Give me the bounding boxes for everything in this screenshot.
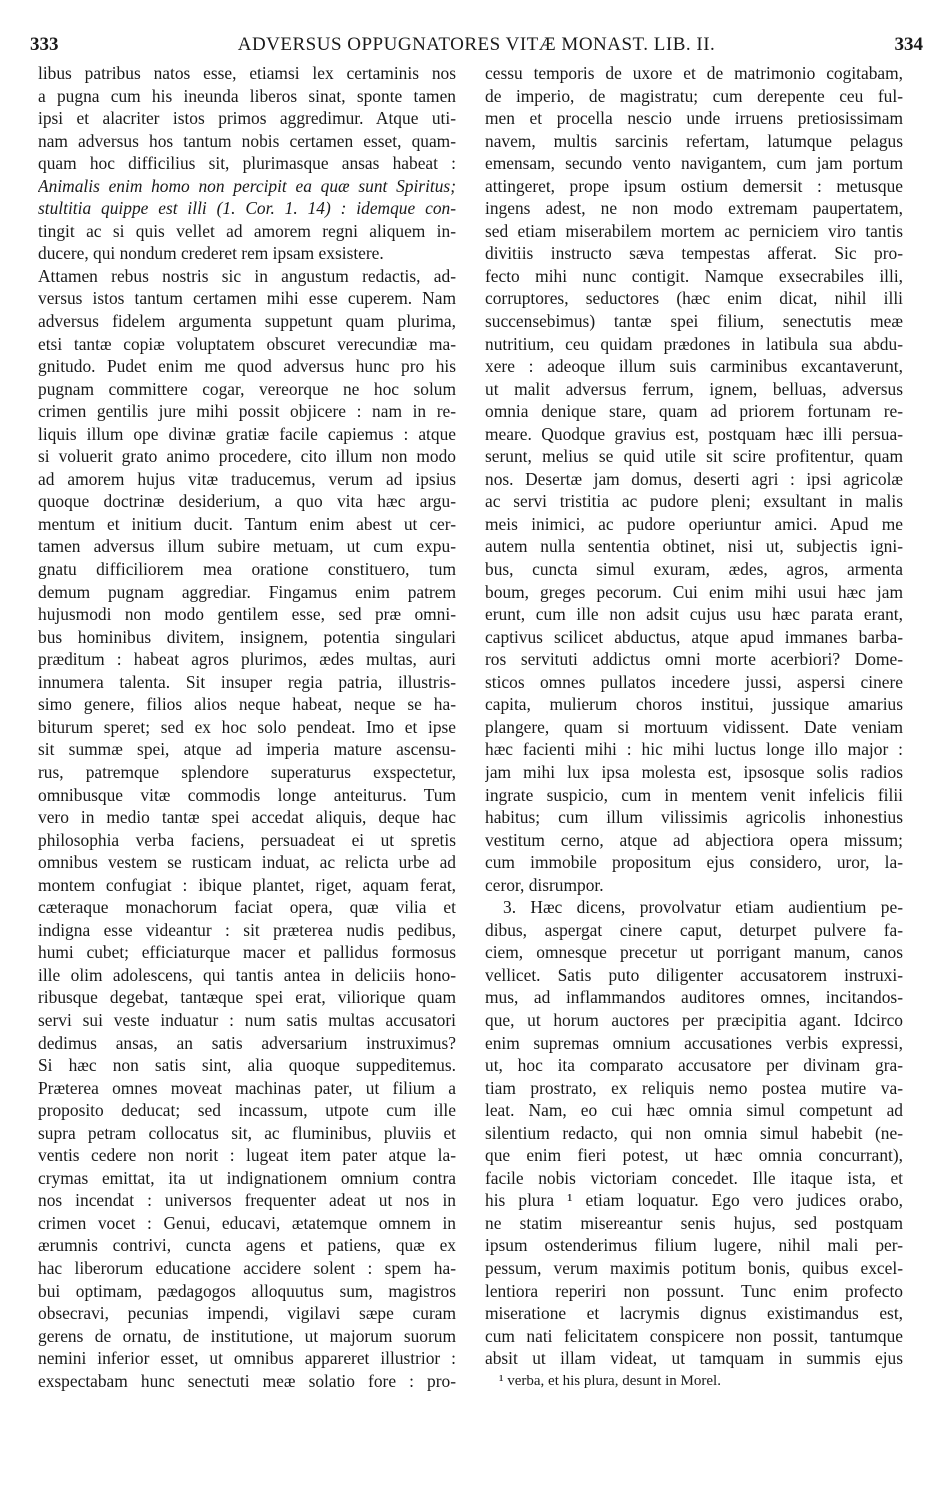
- text-line: simo genere, filios alios neque habeat, neque se ha-: [38, 694, 456, 715]
- text-line: attingeret, prope ipsum ostium demersit : metusque: [485, 175, 903, 196]
- text-line: præditum : habeat agros plurimos, ædes multas, auri: [38, 649, 456, 670]
- text-line: innumera talenta. Sit insuper regia patria, illustris-: [38, 671, 456, 692]
- text-line: gnitudo. Pudet enim me quod adversus hunc pro his: [38, 356, 456, 377]
- text-line: mus, ad inflammandos auditores omnes, incitandos-: [485, 987, 903, 1008]
- text-line: ut malit adversus ferrum, ignem, belluas, adversus: [485, 378, 903, 399]
- text-line: que, ut horum auctores per præcipitia agant. Idcirco: [485, 1009, 903, 1030]
- text-line: nos incendat : universos frequenter adeat ut nos in: [38, 1190, 456, 1211]
- text-line: tingit ac si quis vellet ad amorem regni aliquem in-: [38, 220, 456, 241]
- text-line: silentium redacto, qui non omnia simul habebit (ne-: [485, 1122, 903, 1143]
- text-line: ciem, omnesque precetur ut porrigant manum, canos: [485, 942, 903, 963]
- running-header: [30, 34, 923, 56]
- text-line: quam hoc difficilius sit, plurimasque ansas habeat :: [38, 153, 456, 174]
- text-line: rus, patremque splendore superaturus exspectetur,: [38, 761, 456, 782]
- text-line: his plura ¹ etiam loquatur. Ego vero judices orabo,: [485, 1190, 903, 1211]
- text-line: tiam prostrato, ex reliquis nemo postea mutire va-: [485, 1077, 903, 1098]
- text-line: ille olim adolescens, qui tantis antea in deliciis hono-: [38, 964, 456, 985]
- text-line: lentiora reperiri non possunt. Tunc enim profecto: [485, 1280, 903, 1301]
- text-line: boum, greges pecorum. Cui enim mihi usui hæc jam: [485, 581, 903, 602]
- text-line: stultitia quippe est illi (1. Cor. 1. 14) : idemque con-: [38, 198, 456, 219]
- text-line: omnibusque vitæ commodis longe anteiturus. Tum: [38, 784, 456, 805]
- text-line: etsi tantæ copiæ voluptatem obscuret verecundiæ ma-: [38, 333, 456, 354]
- text-line: proposito deducat; sed incassum, utpote cum ille: [38, 1100, 456, 1121]
- text-column-left: [38, 62, 456, 1392]
- text-line: miseratione et lacrymis dignus existimandus est,: [485, 1303, 903, 1324]
- text-line: 3. Hæc dicens, provolvatur etiam audientium pe-: [503, 897, 903, 918]
- text-line: Si hæc non satis sint, alia quoque suppeditemus.: [38, 1055, 456, 1076]
- text-line: bui optimam, pædagogos alloquutus sum, magistros: [38, 1280, 456, 1301]
- text-line: ingens adest, ne non modo extremam paupertatem,: [485, 198, 903, 219]
- text-line: succensebimus) tantæ spei filium, senectutis meæ: [485, 311, 903, 332]
- text-line: vellicet. Satis puto diligenter accusatorem instruxi-: [485, 964, 903, 985]
- text-line: pessum, verum maximis potitum bonis, quibus excel-: [485, 1257, 903, 1278]
- text-line: bus, cuncta simul exuram, ædes, agros, armenta: [485, 559, 903, 580]
- text-line: ærumnis contrivi, cuncta agens et patiens, quæ ex: [38, 1235, 456, 1256]
- text-line: si voluerit grato animo procedere, cito illum non modo: [38, 446, 456, 467]
- text-line: ducere, qui nondum crederet rem ipsam exsistere.: [38, 243, 384, 264]
- text-line: cum nati felicitatem conspicere non possit, tantumque: [485, 1325, 903, 1346]
- text-line: jam mihi lux ipsa molesta est, ipsosque solis radios: [485, 761, 903, 782]
- text-line: Animalis enim homo non percipit ea quæ sunt Spiritus;: [38, 175, 456, 196]
- text-line: omnibus vestem se rusticam induat, ac relicta urbe ad: [38, 852, 456, 873]
- text-line: dibus, aspergat cinere caput, deturpet pulvere fa-: [485, 919, 903, 940]
- text-line: cessu temporis de uxore et de matrimonio cogitabam,: [485, 63, 903, 83]
- page-number-right: 334: [894, 34, 923, 55]
- text-line: divitiis instructo sæva tempestas afferat. Sic pro-: [485, 243, 903, 264]
- text-line: autem nulla sententia obtinet, nisi ut, subjectis igni-: [485, 536, 903, 557]
- text-line: hac liberorum educatione accidere solent : spem ha-: [38, 1257, 456, 1278]
- text-line: de imperio, de magistratu; cum derepente ceu ful-: [485, 85, 903, 106]
- text-line: bus hominibus divitem, insignem, potentia singulari: [38, 626, 456, 647]
- text-line: montem confugiat : ibique plantet, riget, aquam ferat,: [38, 874, 456, 895]
- text-line: nutritium, ceu quidam prædones in latibula sua abdu-: [485, 333, 903, 354]
- text-line: enim supremas omnium accusationes verbis expressi,: [485, 1032, 903, 1053]
- text-line: emensam, secundo vento navigantem, cum jam portum: [485, 153, 903, 174]
- text-line: xere : adeoque illum suis carminibus excantaverunt,: [485, 356, 903, 377]
- text-line: gnatu difficiliorem mea oratione constituero, tum: [38, 559, 456, 580]
- text-line: obsecravi, pecunias impendi, vigilavi sæpe curam: [38, 1303, 456, 1324]
- text-line: ceror, disrumpor.: [485, 874, 604, 895]
- text-line: ipsi et alacriter istos primos aggredimur. Atque uti-: [38, 108, 456, 129]
- text-line: sed etiam miserabilem mortem ac perniciem viro tantis: [485, 220, 903, 241]
- text-line: navem, multis sarcinis refertam, latumque pelagus: [485, 130, 903, 151]
- text-line: meare. Quodque gravius est, postquam hæc illi persua-: [485, 423, 903, 444]
- text-line: ribusque degebat, tantæque spei erat, viliorique quam: [38, 987, 456, 1008]
- text-column-right: [485, 62, 903, 1392]
- text-line: humi cubet; efficiaturque macer et pallidus formosus: [38, 942, 456, 963]
- text-line: hujusmodi non modo gentilem esse, sed præ omni-: [38, 604, 456, 625]
- text-line: capita, mulierum choros institui, jussique amarius: [485, 694, 903, 715]
- text-line: Attamen rebus nostris sic in angustum redactis, ad-: [38, 265, 456, 286]
- text-line: nam adversus hos tantum nobis certamen esset, quam-: [38, 130, 456, 151]
- text-line: nemini inferior esset, ut omnibus appareret illustrior :: [38, 1348, 456, 1369]
- text-line: nos. Desertæ jam domus, deserti agri : ipsi agricolæ: [485, 468, 903, 489]
- text-line: indigna esse videantur : sit præterea nudis pedibus,: [38, 919, 456, 940]
- text-line: fecto mihi nunc contigit. Namque exsecrabiles illi,: [485, 265, 903, 286]
- text-line: a pugna cum his ineunda liberos sinat, sponte tamen: [38, 85, 456, 106]
- text-line: philosophia verba faciens, persuadeat ei ut spretis: [38, 829, 456, 850]
- text-line: ne statim misereantur senis hujus, sed postquam: [485, 1212, 903, 1233]
- text-line: pugnam committere cogar, vereorque ne hoc solum: [38, 378, 456, 399]
- text-line: ros servituti addictus omni morte acerbiori? Dome-: [485, 649, 903, 670]
- text-line: mentum et initium ducit. Tantum enim abest ut cer-: [38, 513, 456, 534]
- text-line: ingrate suspicio, cum in mentem venit infelicis filii: [485, 784, 903, 805]
- text-line: erunt, cum ille non adsit cujus usu hæc parata erant,: [485, 604, 903, 625]
- page-number-left: 333: [30, 34, 59, 55]
- text-line: meis inimici, ac pudore operiuntur amici. Apud me: [485, 513, 903, 534]
- text-line: cæteraque monachorum faciat opera, quæ vilia et: [38, 897, 456, 918]
- text-line: corruptores, seductores (hæc enim dicat, nihil illi: [485, 288, 903, 309]
- text-line: absit ut illam videat, ut tamquam in summis ejus: [485, 1348, 903, 1369]
- text-line: sit summæ spei, atque ad imperia mature ascensu-: [38, 739, 456, 760]
- text-line: vestitum cerno, atque ad abjectiora opera missum;: [485, 829, 903, 850]
- text-line: ut, hoc ita comparato accusatore per divinam gra-: [485, 1055, 903, 1076]
- footnote: ¹ verba, et his plura, desunt in Morel.: [499, 1372, 721, 1389]
- text-line: que enim fieri potest, ut hæc omnia concurrant),: [485, 1145, 903, 1166]
- text-line: ventis cedere non norit : lugeat item pater atque la-: [38, 1145, 456, 1166]
- text-line: sticos omnes pullatos incedere jussi, aspersi cinere: [485, 671, 903, 692]
- text-line: crimen vocet : Genui, educavi, ætatemque omnem in: [38, 1212, 456, 1233]
- text-line: cum immobile propositum ejus considero, uror, la-: [485, 852, 903, 873]
- text-line: demum pugnam aggrediar. Fingamus enim patrem: [38, 581, 456, 602]
- text-line: liquis illum ope divinæ gratiæ facile capiemus : atque: [38, 423, 456, 444]
- text-line: ipsum ostenderimus filium lugere, nihil mali per-: [485, 1235, 903, 1256]
- text-line: omnia denique stare, quam ad priorem fortunam re-: [485, 401, 903, 422]
- text-line: hæc facienti mihi : hic mihi luctus longe illo major :: [485, 739, 903, 760]
- text-line: versus istos tantum certamen mihi esse cuperem. Nam: [38, 288, 456, 309]
- text-line: captivus scilicet abductus, atque apud immanes barba-: [485, 626, 903, 647]
- text-line: serunt, melius se quid utile sit scire profitentur, quam: [485, 446, 903, 467]
- text-line: quoque doctrinæ desiderium, a quo vita hæc argu-: [38, 491, 456, 512]
- text-line: crymas emittat, ita ut indignationem omnium contra: [38, 1167, 456, 1188]
- text-line: vero in medio tantæ spei accedat aliquis, deque hac: [38, 807, 456, 828]
- text-line: men et procella nescio unde irruens pretiosissimam: [485, 108, 903, 129]
- text-line: biturum speret; sed ex hoc solo pendeat. Imo et ipse: [38, 716, 456, 737]
- text-line: dedimus ansas, an satis adversarium instruximus?: [38, 1032, 456, 1053]
- text-line: adversus fidelem argumenta suppetunt quam plurima,: [38, 311, 456, 332]
- text-line: habitus; cum illum vilissimis agricolis inhonestius: [485, 807, 903, 828]
- text-line: leat. Nam, eo cui hæc omnia simul competunt ad: [485, 1100, 903, 1121]
- text-line: supra petram collocatus sit, ac fluminibus, pluviis et: [38, 1122, 456, 1143]
- text-line: crimen gentilis jure mihi possit objicere : nam in re-: [38, 401, 456, 422]
- text-line: libus patribus natos esse, etiamsi lex certaminis nos: [38, 63, 456, 83]
- text-line: tamen adversus illum subire metuam, ut cum expu-: [38, 536, 456, 557]
- text-line: Præterea omnes moveat machinas pater, ut filium a: [38, 1077, 456, 1098]
- text-line: servi sui veste induatur : num satis multas accusatori: [38, 1009, 456, 1030]
- text-line: plangere, quam si mortuum vidissent. Date veniam: [485, 716, 903, 737]
- text-line: exspectabam hunc senectuti meæ solatio fore : pro-: [38, 1370, 456, 1391]
- text-line: ac servi tristitia ac pudore pleni; exsultant in malis: [485, 491, 903, 512]
- text-line: ad amorem hujus vitæ traducemus, verum ad ipsius: [38, 468, 456, 489]
- text-line: gerens de ornatu, de institutione, ut majorum suorum: [38, 1325, 456, 1346]
- running-title: ADVERSUS OPPUGNATORES VITÆ MONAST. LIB. II.: [237, 34, 716, 55]
- text-line: facile nobis victoriam concedet. Ille itaque ista, et: [485, 1167, 903, 1188]
